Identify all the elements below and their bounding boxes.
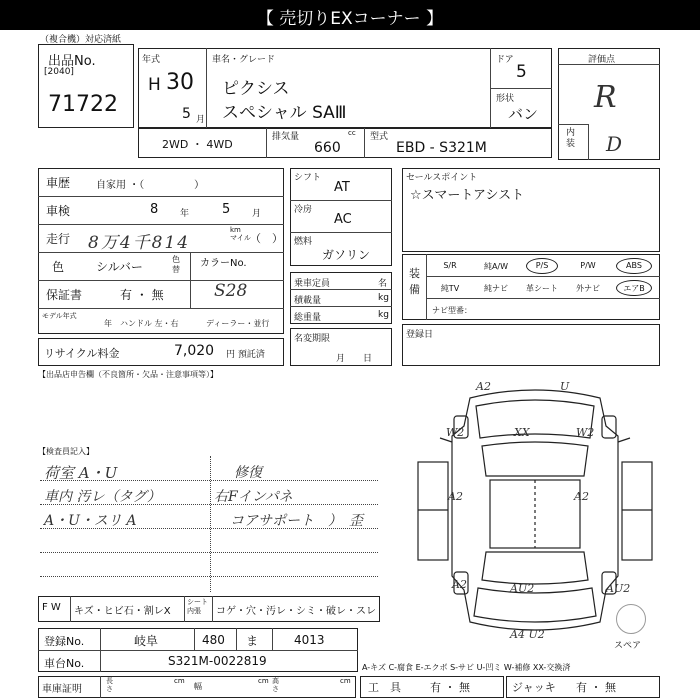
color-code-label: カラーNo. [200, 258, 247, 269]
color-change-label: 色替 [172, 255, 180, 274]
equipment-pw: P/W [580, 261, 596, 270]
equipment-ps: P/S [535, 261, 549, 270]
doors-label: ドア [496, 55, 514, 65]
spare-label: スペア [614, 641, 642, 651]
inspector-line-1: 荷室 A・U [44, 464, 118, 482]
gross-weight-unit: kg [378, 310, 389, 320]
inspector-line-2: 車内 汚レ（タグ） [44, 489, 161, 505]
fuel-value: ガソリン [322, 248, 371, 262]
diagram-mark-u-top: U [560, 380, 570, 393]
inspection-month: 5 [222, 202, 231, 217]
interior-value: D [606, 132, 623, 156]
dims-len-cm: cm [174, 677, 185, 685]
equipment-tv: 純TV [440, 284, 460, 293]
plate-label: 登録No. [44, 635, 85, 648]
year-era: H [148, 75, 161, 95]
tools-value: 有 ・ 無 [430, 681, 470, 694]
model-year-handle: ハンドル 左・右 [120, 319, 179, 328]
score-value: R [594, 80, 617, 115]
diagram-mark-au2-rear: AU2 [510, 582, 535, 595]
model-code-value: EBD - S321M [396, 140, 487, 156]
dims-width-cm: cm [258, 677, 269, 685]
inspection-month-unit: 月 [252, 209, 262, 219]
equipment-sr: S/R [443, 261, 457, 270]
model-label: 車名・グレード [212, 55, 276, 65]
lot-number: 71722 [48, 92, 118, 117]
spare-tire-icon [616, 604, 646, 634]
registration-label: 登録日 [406, 330, 434, 340]
dims-len: 長さ [106, 677, 113, 693]
inspector-right-3: コアサポート ） 歪 [230, 513, 363, 529]
equipment-label: 装備 [409, 267, 420, 296]
gross-weight-label: 総重量 [294, 313, 322, 323]
diagram-mark-a2-left: A2 [448, 490, 463, 503]
diagram-mark-a2-top: A2 [476, 380, 491, 393]
banner-title: 【 売切りEXコーナー 】 [256, 9, 444, 29]
diagram-mark-a4u2: A4 U2 [510, 628, 545, 641]
capacity-label: 乗車定員 [294, 279, 331, 289]
load-unit: kg [378, 293, 389, 303]
plate-region: 岐阜 [134, 634, 159, 648]
fw-items: キズ・ヒビ石・割レX [74, 606, 171, 617]
inspector-right-1: 修復 [234, 465, 262, 481]
displacement-unit: cc [348, 129, 356, 137]
equipment-airbag: エアB [623, 284, 645, 293]
jack-label: ジャッキ [512, 681, 556, 694]
inspector-line-3: A・U・スリ A [44, 513, 137, 529]
lot-sub: [2040] [44, 67, 74, 77]
fw-sheet: シート内張 [187, 598, 208, 615]
diagram-mark-xx: XX [514, 426, 530, 439]
interior-label: 内装 [566, 128, 576, 149]
name-change-label: 名変期限 [294, 334, 331, 344]
declaration-label: 【出品店申告欄（不良箇所・欠品・注意事項等）】 [38, 370, 218, 379]
name-change-unit: 月 日 [336, 354, 373, 364]
color-label: 色 [52, 260, 65, 274]
fuel-label: 燃料 [294, 237, 313, 247]
recycle-unit: 円 預託済 [226, 350, 265, 360]
drive-label: 2WD ・ 4WD [162, 138, 233, 151]
jack-value: 有 ・ 無 [576, 681, 616, 694]
year-month: 5 [182, 106, 191, 122]
circle-ps [526, 258, 558, 274]
model-name: ピクシス [222, 79, 290, 99]
chassis-label: 車台No. [44, 657, 85, 670]
model-code-label: 型式 [370, 132, 389, 142]
inspection-year-unit: 年 [180, 209, 190, 219]
circle-abs [616, 258, 652, 274]
diagram-mark-w2-left: W2 [446, 426, 465, 439]
plate-class: 480 [202, 633, 225, 647]
nav-model-label: ナビ型番： [432, 306, 472, 315]
recycle-label: リサイクル料金 [44, 347, 120, 360]
inspector-label: 【検査員記入】 [38, 447, 94, 456]
inspection-year: 8 [150, 202, 159, 217]
dims-height: 高さ [272, 677, 279, 693]
top-note: （複合機）対応済紙 [40, 35, 122, 45]
load-label: 積載量 [294, 296, 322, 306]
legend: A-キズ C-腐食 E-エクボ S-サビ U-凹ミ W-補修 XX-交換済 [362, 663, 571, 672]
chassis-value: S321M-0022819 [168, 654, 267, 668]
history-label: 車歴 [46, 176, 71, 190]
shift-label: シフト [294, 173, 322, 183]
diagram-mark-au2-right: AU2 [606, 582, 631, 595]
displacement-label: 排気量 [272, 132, 300, 142]
fw-label: F W [42, 602, 61, 613]
equipment-aw: 純A/W [483, 262, 509, 271]
recycle-value: 7,020 [174, 343, 215, 359]
displacement-value: 660 [314, 140, 341, 156]
equipment-ext-navi: 外ナビ [576, 284, 600, 293]
equipment-navi: 純ナビ [484, 284, 508, 293]
dims-height-cm: cm [340, 677, 351, 685]
warranty-value: 有 ・ 無 [120, 288, 164, 302]
equipment-abs: ABS [626, 261, 642, 270]
mileage-value: 8万4千814 [88, 233, 191, 253]
doors-value: 5 [516, 62, 527, 82]
shift-value: AT [334, 180, 350, 195]
ac-label: 冷房 [294, 205, 313, 215]
model-year-unit: 年 [104, 319, 112, 328]
mileage-paren: （ ） [250, 232, 283, 245]
plate-number: 4013 [294, 633, 325, 647]
color-value: シルバー [96, 260, 143, 274]
diagram-mark-a2-rear: A2 [452, 578, 467, 591]
lot-label: 出品No. [48, 54, 96, 69]
sales-points-label: セールスポイント [406, 173, 478, 183]
capacity-unit: 名 [378, 279, 388, 289]
history-value: 自家用 ・（ ） [96, 180, 205, 191]
warranty-label: 保証書 [46, 288, 83, 302]
mileage-units: km マイル [230, 226, 251, 242]
plate-kana: ま [246, 634, 259, 648]
year-month-unit: 月 [196, 115, 206, 125]
year-label: 年式 [142, 55, 161, 65]
equipment-leather: 革シート [526, 284, 558, 293]
dims-width: 幅 [194, 682, 202, 691]
model-grade: スペシャル SAⅢ [222, 103, 347, 123]
model-year-label: モデル年式 [42, 312, 77, 320]
body-shape-value: バン [508, 105, 539, 123]
body-shape-label: 形状 [496, 94, 515, 104]
registration-box [402, 324, 660, 366]
diagram-mark-w2-right: W2 [576, 426, 595, 439]
model-year-dealer: ディーラー・並行 [206, 319, 270, 328]
tools-label: 工 具 [368, 681, 401, 694]
inspection-label: 車検 [46, 204, 71, 218]
year-value: 30 [166, 70, 194, 95]
sales-points-value: ☆スマートアシスト [410, 188, 525, 203]
ac-value: AC [334, 212, 352, 227]
mileage-label: 走行 [46, 232, 71, 246]
inspector-right-2: 右Fインパネ [214, 489, 293, 505]
score-label: 評価点 [588, 55, 616, 65]
diagram-mark-a2-right: A2 [574, 490, 589, 503]
dims-label: 車庫証明 [42, 684, 82, 695]
color-code-value: S28 [214, 281, 248, 301]
circle-airbag [616, 280, 652, 296]
fw-items2: コゲ・穴・汚レ・シミ・破レ・スレ [216, 606, 376, 617]
